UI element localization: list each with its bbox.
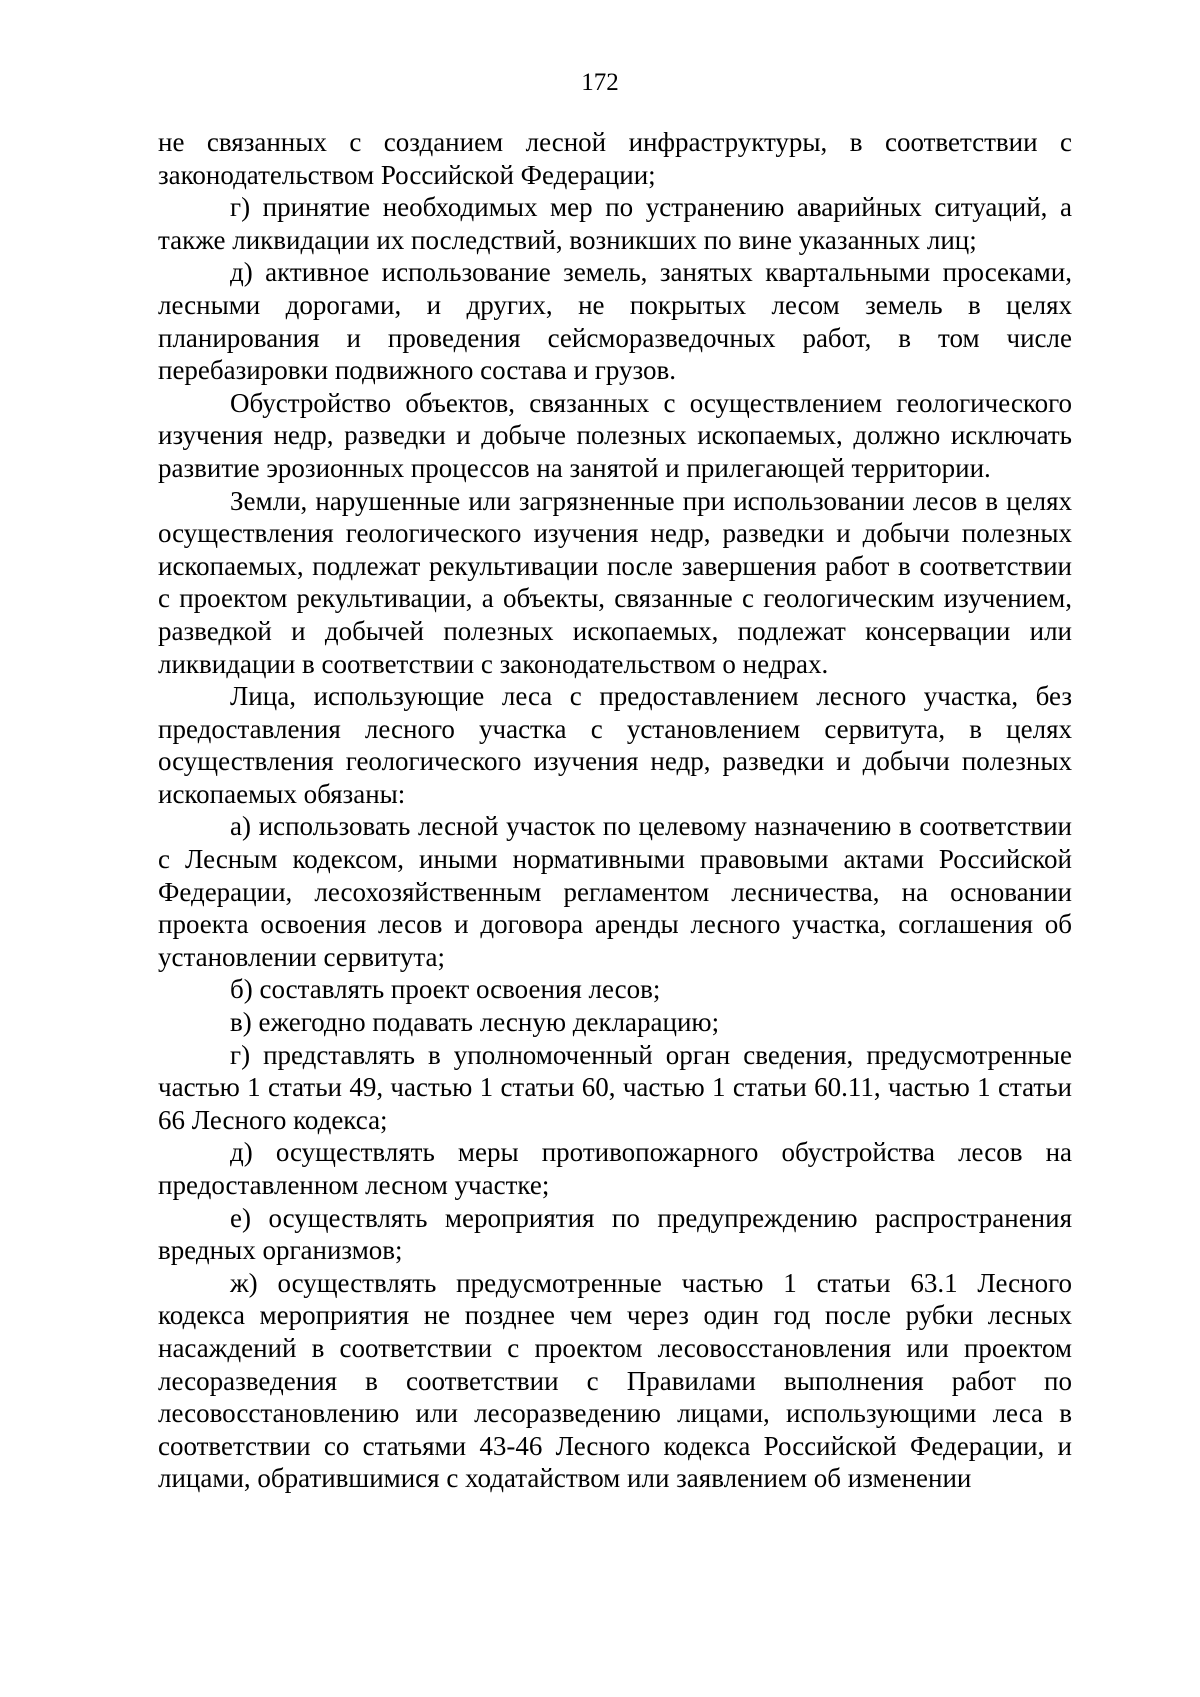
document-body <box>158 126 1072 1495</box>
paragraph-item-g-emergency: г) принятие необходимых мер по устранению аварийных ситуаций, а также ликвидации их последствий, возникших по вине указанных лиц; <box>158 192 1072 255</box>
paragraph-item-b: б) составлять проект освоения лесов; <box>230 974 661 1005</box>
paragraph-item-v: в) ежегодно подавать лесную декларацию; <box>230 1007 720 1038</box>
paragraph-item-d-land-use: д) активное использование земель, занятых квартальными просеками, лесными дорогами, и других, не покрытых лесом земель в целях планирования и проведения сейсморазведочных работ, в том числе перебазировки подвижного состава и грузов. <box>158 257 1072 386</box>
paragraph-item-e: е) осуществлять мероприятия по предупреждению распространения вредных организмов; <box>158 1202 1072 1266</box>
paragraph-item-zh: ж) осуществлять предусмотренные частью 1 статьи 63.1 Лесного кодекса мероприятия не позднее чем через один год после рубки лесных насаждений в соответствии с проектом лесовосстановления или проектом лесоразведения в соответствии с Правилами выполнения работ по лесовосстановлению или лесоразведению лицами, использующими леса в соответствии со статьями 43-46 Лесного кодекса Российской Федерации, и лицами, обратившимися с ходатайством или заявлением об изменении <box>158 1267 1072 1494</box>
paragraph-item-a: а) использовать лесной участок по целевому назначению в соответствии с Лесным кодексом, иными нормативными правовыми актами Российской Федерации, лесохозяйственным регламентом лесничества, на основании проекта освоения лесов и договора аренды лесного участка, соглашения об установлении сервитута; <box>158 811 1072 972</box>
paragraph-item-g: г) представлять в уполномоченный орган сведения, предусмотренные частью 1 статьи 49, частью 1 статьи 60, частью 1 статьи 60.11, частью 1 статьи 66 Лесного кодекса; <box>158 1039 1072 1135</box>
paragraph-continuation: не связанных с созданием лесной инфраструктуры, в соответствии с законодательством Российской Федерации; <box>158 127 1072 190</box>
page-number: 172 <box>581 69 619 96</box>
paragraph-facilities: Обустройство объектов, связанных с осуществлением геологического изучения недр, разведки и добыче полезных ископаемых, должно исключать развитие эрозионных процессов на занятой и прилегающей территории. <box>158 387 1072 483</box>
paragraph-land-recultivation: Земли, нарушенные или загрязненные при использовании лесов в целях осуществления геологического изучения недр, разведки и добычи полезных ископаемых, подлежат рекультивации после завершения работ в соответствии с проектом рекультивации, а объекты, связанные с геологическим изучением, разведкой и добычей полезных ископаемых, подлежат консервации или ликвидации в соответствии с законодательством о недрах. <box>158 485 1072 679</box>
paragraph-item-d: д) осуществлять меры противопожарного обустройства лесов на предоставленном лесном участке; <box>158 1137 1072 1200</box>
paragraph-obligations-intro: Лица, использующие леса с предоставлением лесного участка, без предоставления лесного участка с установлением сервитута, в целях осуществления геологического изучения недр, разведки и добычи полезных ископаемых обязаны: <box>158 681 1072 809</box>
